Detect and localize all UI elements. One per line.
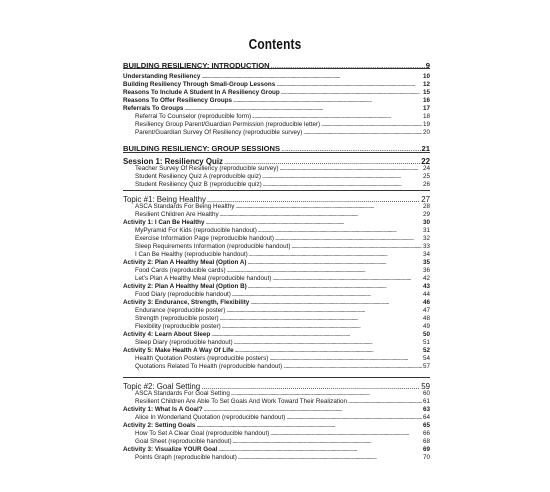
toc-entry-page: 10 <box>422 73 430 80</box>
toc-entry-title: Teacher Survey Of Resiliency (reproducible survey) <box>135 165 279 172</box>
toc-entry-title: Health Quotation Posters (reproducible posters) <box>135 355 269 362</box>
dot-leader <box>233 97 422 104</box>
toc-entry-title: Topic #2: Goal Setting <box>123 382 201 391</box>
toc-entry-page: 19 <box>422 121 430 128</box>
toc-entry <box>123 97 430 104</box>
toc-entry-page: 22 <box>421 157 430 166</box>
dot-leader <box>232 291 422 298</box>
dot-leader <box>235 203 422 210</box>
toc-entry-page: 29 <box>422 211 430 218</box>
dot-leader <box>184 105 422 112</box>
toc-entry-title: Activity 1: I Can Be Healthy <box>123 219 205 226</box>
toc-entry <box>135 307 430 314</box>
toc-entry-page: 46 <box>422 299 430 306</box>
toc-entry-title: Let’s Plan A Healthy Meal (reproducible handout) <box>135 275 272 282</box>
toc-entry-page: 12 <box>422 81 430 88</box>
toc-entry-page: 25 <box>422 173 430 180</box>
toc-entry <box>135 438 430 445</box>
toc-entry-page: 30 <box>422 219 430 226</box>
toc-entry-page: 18 <box>422 113 430 120</box>
toc-entry-page: 35 <box>422 259 430 266</box>
toc-entry <box>123 73 430 80</box>
toc-entry-page: 16 <box>422 97 430 104</box>
toc-entry-title: Points Graph (reproducible handout) <box>135 454 237 461</box>
toc-entry-title: Flexibility (reproducible poster) <box>135 323 221 330</box>
toc-entry-title: Exercise Information Page (reproducible handout) <box>135 235 274 242</box>
toc-entry <box>135 339 430 346</box>
dot-leader <box>321 121 422 128</box>
toc-entry-title: Topic #1: Being Healthy <box>123 195 206 204</box>
toc-entry-page: 9 <box>425 61 430 70</box>
toc-entry-page: 57 <box>422 363 430 370</box>
toc-entry-page: 64 <box>422 414 430 421</box>
toc-entry-page: 61 <box>422 398 430 405</box>
dot-leader <box>211 331 422 338</box>
toc-entry <box>123 347 430 354</box>
toc-entry-page: 63 <box>422 406 430 413</box>
toc-entry-title: Session 1: Resiliency Quiz <box>123 157 223 166</box>
toc-entry <box>135 129 430 136</box>
toc-entry-page: 44 <box>422 291 430 298</box>
toc-entry-page: 17 <box>422 105 430 112</box>
toc-entry <box>123 299 430 306</box>
page-title: Contents <box>248 37 302 53</box>
toc-entry-page: 54 <box>422 355 430 362</box>
toc-entry <box>123 446 430 453</box>
toc-entry-title: Activity 1: What Is A Goal? <box>123 406 203 413</box>
dot-leader <box>272 275 422 282</box>
toc-entry <box>135 227 430 234</box>
toc-entry-title: Goal Sheet (reproducible handout) <box>135 438 232 445</box>
toc-entry <box>135 165 430 172</box>
dot-leader <box>276 81 422 88</box>
dot-leader <box>281 89 422 96</box>
toc-entry-title: Activity 3: Endurance, Strength, Flexibility <box>123 299 250 306</box>
dot-leader <box>348 398 422 405</box>
toc-entry <box>135 113 430 120</box>
toc-entry <box>135 414 430 421</box>
toc-entry-page: 15 <box>422 89 430 96</box>
toc-entry <box>123 219 430 226</box>
toc-entry-page: 31 <box>422 227 430 234</box>
dot-leader <box>303 129 422 136</box>
toc-entry-page: 66 <box>422 430 430 437</box>
toc-entry <box>135 430 430 437</box>
toc-entry <box>123 89 430 96</box>
toc-entry-page: 60 <box>422 390 430 397</box>
dot-leader <box>235 347 422 354</box>
toc-entry-page: 42 <box>422 275 430 282</box>
toc-entry-page: 28 <box>422 203 430 210</box>
toc-entry-title: Resilient Children Are Able To Set Goals And Work Toward Their Realization <box>135 398 347 405</box>
dot-leader <box>220 315 422 322</box>
toc-entry <box>135 181 430 188</box>
toc-entry <box>135 203 430 210</box>
toc-entry-title: Activity 2: Setting Goals <box>123 422 196 429</box>
toc-entry <box>123 283 430 290</box>
toc-entry-title: ASCA Standards For Being Healthy <box>135 203 235 210</box>
toc-entry-page: 59 <box>421 382 430 391</box>
toc-entry-title: Sleep Requirements Information (reproducible handout) <box>135 243 291 250</box>
toc-entry-title: Activity 3: Visualize YOUR Goal <box>123 446 218 453</box>
section-divider <box>123 190 430 191</box>
toc-entry <box>135 173 430 180</box>
toc-entry-page: 26 <box>422 181 430 188</box>
toc-entry <box>135 363 430 370</box>
toc-entry <box>135 398 430 405</box>
dot-leader <box>234 339 422 346</box>
toc-entry-title: Food Cards (reproducible cards) <box>135 267 226 274</box>
toc-entry-page: 36 <box>422 267 430 274</box>
toc-entry-title: MyPyramid For Kids (reproducible handout) <box>135 227 257 234</box>
toc-entry-title: Reasons To Include A Student In A Resiliency Group <box>123 89 280 96</box>
section-divider <box>123 68 430 69</box>
toc-entry <box>135 291 430 298</box>
toc-entry-title: Referral To Counselor (reproducible form) <box>135 113 252 120</box>
toc-entry <box>123 105 430 112</box>
toc-entry-title: Endurance (reproducible poster) <box>135 307 226 314</box>
toc-entry <box>123 331 430 338</box>
toc-entry <box>123 81 430 88</box>
toc-entry-title: Food Diary (reproducible handout) <box>135 291 231 298</box>
dot-leader <box>280 165 422 172</box>
toc-entry-page: 34 <box>422 251 430 258</box>
toc-entry-title: Sleep Diary (reproducible handout) <box>135 339 233 346</box>
toc-entry-title: Quotations Related To Health (reproducible handout) <box>135 363 283 370</box>
toc-entry <box>135 235 430 242</box>
toc-entry-page: 70 <box>422 454 430 461</box>
dot-leader <box>250 299 422 306</box>
toc-entry-page: 47 <box>422 307 430 314</box>
toc-entry <box>135 323 430 330</box>
toc-entry <box>135 454 430 461</box>
toc-entry-page: 50 <box>422 331 430 338</box>
dot-leader <box>248 259 422 266</box>
toc-entry <box>135 355 430 362</box>
toc-entry-title: Student Resiliency Quiz B (reproducible quiz) <box>135 181 262 188</box>
toc-entry-page: 32 <box>422 235 430 242</box>
toc-entry-page: 69 <box>422 446 430 453</box>
toc-entry-page: 49 <box>422 323 430 330</box>
toc-entry-title: Strength (reproducible poster) <box>135 315 219 322</box>
toc-entry <box>135 315 430 322</box>
toc-entry-page: 33 <box>422 243 430 250</box>
dot-leader <box>226 307 422 314</box>
toc-entry-title: Parent/Guardian Survey Of Resiliency (reproducible survey) <box>135 129 303 136</box>
toc-entry <box>123 406 430 413</box>
toc-entry-title: How To Set A Clear Goal (reproducible handout) <box>135 430 270 437</box>
dot-leader <box>262 173 422 180</box>
dot-leader <box>206 219 422 226</box>
dot-leader <box>222 323 422 330</box>
toc-entry-page: 65 <box>422 422 430 429</box>
toc-entry-title: Referrals To Groups <box>123 105 184 112</box>
toc-entry <box>135 121 430 128</box>
toc-entry <box>135 243 430 250</box>
toc-entry-page: 21 <box>421 144 430 153</box>
toc-entry-title: Activity 4: Learn About Sleep <box>123 331 211 338</box>
section-divider <box>123 377 430 378</box>
dot-leader <box>286 414 422 421</box>
toc-entry-title: Reasons To Offer Resiliency Groups <box>123 97 233 104</box>
toc-entry-title: Resiliency Group Parent/Guardian Permission (reproducible letter) <box>135 121 321 128</box>
dot-leader <box>231 390 422 397</box>
toc-entry <box>135 267 430 274</box>
section-divider <box>123 152 430 153</box>
toc-entry-page: 51 <box>422 339 430 346</box>
dot-leader <box>269 355 422 362</box>
dot-leader <box>283 363 422 370</box>
dot-leader <box>248 283 422 290</box>
dot-leader <box>275 235 422 242</box>
toc-entry <box>123 259 430 266</box>
toc-entry-page: 43 <box>422 283 430 290</box>
dot-leader <box>270 430 422 437</box>
dot-leader <box>220 211 422 218</box>
dot-leader <box>249 251 422 258</box>
toc-entry-page: 52 <box>422 347 430 354</box>
dot-leader <box>201 73 422 80</box>
toc-entry-title: BUILDING RESILIENCY: GROUP SESSIONS <box>123 144 281 153</box>
toc-entry-page: 48 <box>422 315 430 322</box>
dot-leader <box>218 446 422 453</box>
toc-entry-title: Resilient Children Are Healthy <box>135 211 219 218</box>
toc-entry-title: Building Resiliency Through Small-Group Lessons <box>123 81 276 88</box>
toc-entry-title: Alice In Wonderland Quotation (reproducible handout) <box>135 414 286 421</box>
toc-entry <box>135 211 430 218</box>
toc-entry <box>135 275 430 282</box>
dot-leader <box>233 438 422 445</box>
toc-entry <box>135 251 430 258</box>
toc-entry <box>135 390 430 397</box>
toc-entry-title: Activity 2: Plan A Healthy Meal (Option B) <box>123 283 247 290</box>
toc-entry-title: Activity 2: Plan A Healthy Meal (Option A) <box>123 259 247 266</box>
toc-entry-title: I Can Be Healthy (reproducible handout) <box>135 251 248 258</box>
toc-entry-title: Activity 5: Make Health A Way Of Life <box>123 347 234 354</box>
toc-entry-page: 27 <box>421 195 430 204</box>
dot-leader <box>252 113 422 120</box>
toc-entry-page: 20 <box>422 129 430 136</box>
toc-entry-title: Understanding Resiliency <box>123 73 201 80</box>
toc-entry-title: ASCA Standards For Goal Setting <box>135 390 230 397</box>
dot-leader <box>263 181 422 188</box>
dot-leader <box>227 267 422 274</box>
toc-entry-page: 24 <box>422 165 430 172</box>
dot-leader <box>258 227 422 234</box>
dot-leader <box>291 243 422 250</box>
dot-leader <box>204 406 422 413</box>
dot-leader <box>238 454 422 461</box>
toc-entry <box>123 422 430 429</box>
dot-leader <box>196 422 422 429</box>
toc-entry-page: 68 <box>422 438 430 445</box>
toc-entry-title: BUILDING RESILIENCY: INTRODUCTION <box>123 61 270 70</box>
toc-entry-title: Student Resiliency Quiz A (reproducible quiz) <box>135 173 262 180</box>
